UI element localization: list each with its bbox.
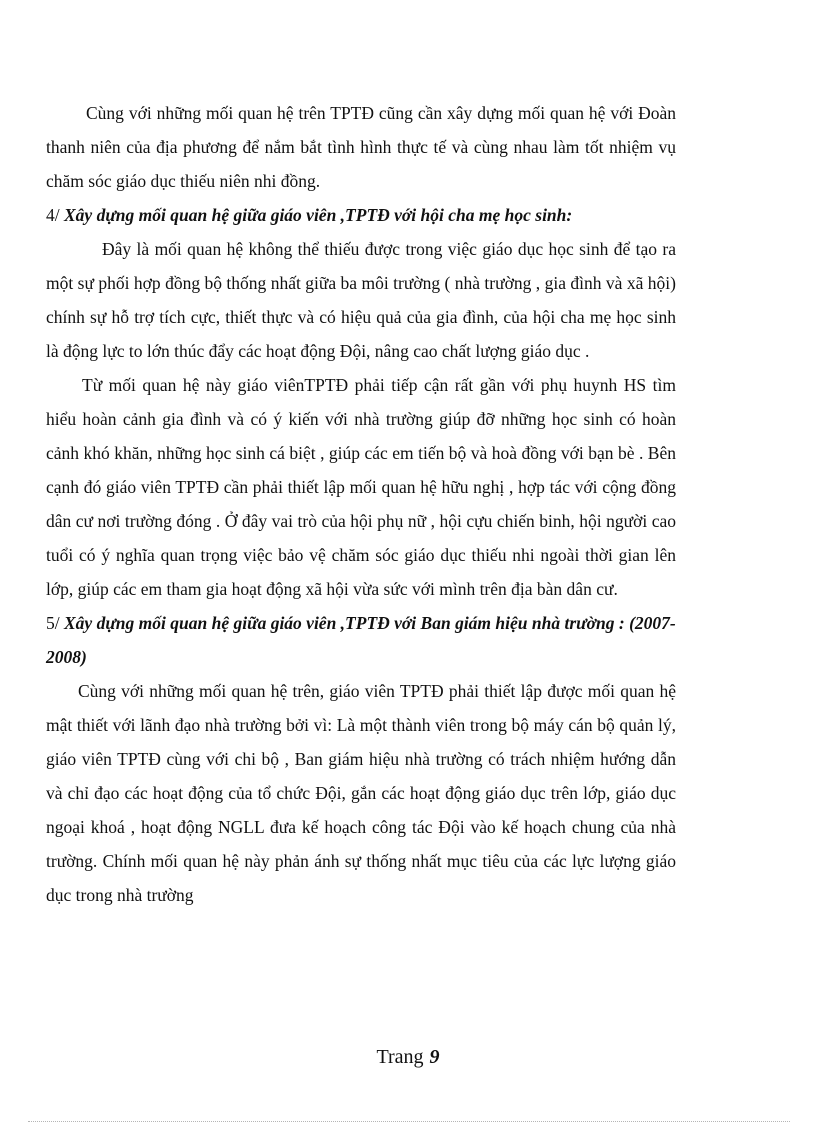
section-heading-5 bbox=[46, 606, 676, 674]
page-number: 9 bbox=[429, 1046, 440, 1068]
section-number: 4/ bbox=[46, 205, 64, 225]
page-footer bbox=[0, 1046, 816, 1069]
section-heading-4 bbox=[46, 198, 676, 232]
paragraph-parents-association: Đây là mối quan hệ không thể thiếu được trong việc giáo dục học sinh để tạo ra một sự phối hợp đồng bộ thống nhất giữa ba môi trường ( nhà trường , gia đình và xã hội) chính sự hỗ trợ tích cực, thiết thực và có hiệu quả của gia đình, của hội cha mẹ học sinh là động lực to lớn thúc đẩy các hoạt động Đội, nâng cao chất lượng giáo dục . bbox=[46, 239, 676, 361]
footer-divider bbox=[28, 1121, 790, 1122]
page-label: Trang bbox=[376, 1046, 424, 1068]
paragraph-youth-union: Cùng với những mối quan hệ trên TPTĐ cũng cần xây dựng mối quan hệ với Đoàn thanh niên của địa phương để nắm bắt tình hình thực tế và cùng nhau làm tốt nhiệm vụ chăm sóc giáo dục thiếu niên nhi đồng. bbox=[46, 103, 676, 191]
section-title: Xây dựng mối quan hệ giữa giáo viên ,TPTĐ với Ban giám hiệu nhà trường : (2007-2008) bbox=[46, 613, 676, 667]
section-title: Xây dựng mối quan hệ giữa giáo viên ,TPTĐ với hội cha mẹ học sinh: bbox=[64, 205, 573, 225]
section-number: 5/ bbox=[46, 613, 64, 633]
paragraph-school-board: Cùng với những mối quan hệ trên, giáo viên TPTĐ phải thiết lập được mối quan hệ mật thiết với lãnh đạo nhà trường bởi vì: Là một thành viên trong bộ máy cán bộ quản lý, giáo viên TPTĐ cùng với chi bộ , Ban giám hiệu nhà trường có trách nhiệm hướng dẫn và chỉ đạo các hoạt động của tổ chức Đội, gắn các hoạt động giáo dục trên lớp, giáo dục ngoại khoá , hoạt động NGLL đưa kế hoạch công tác Đội vào kế hoạch chung của nhà trường. Chính mối quan hệ này phản ánh sự thống nhất mục tiêu của các lực lượng giáo dục trong nhà trường bbox=[46, 681, 676, 905]
paragraph-community: Từ mối quan hệ này giáo viênTPTĐ phải tiếp cận rất gần với phụ huynh HS tìm hiểu hoàn cảnh gia đình và có ý kiến với nhà trường giúp đỡ những học sinh có hoàn cảnh khó khăn, những học sinh cá biệt , giúp các em tiến bộ và hoà đồng với bạn bè . Bên cạnh đó giáo viên TPTĐ cần phải thiết lập mối quan hệ hữu nghị , hợp tác với cộng đồng dân cư nơi trường đóng . Ở đây vai trò của hội phụ nữ , hội cựu chiến binh, hội người cao tuổi có ý nghĩa quan trọng việc bảo vệ chăm sóc giáo dục thiếu nhi ngoài thời gian lên lớp, giúp các em tham gia hoạt động xã hội vừa sức với mình trên địa bàn dân cư. bbox=[46, 375, 676, 599]
document-body bbox=[46, 96, 676, 912]
